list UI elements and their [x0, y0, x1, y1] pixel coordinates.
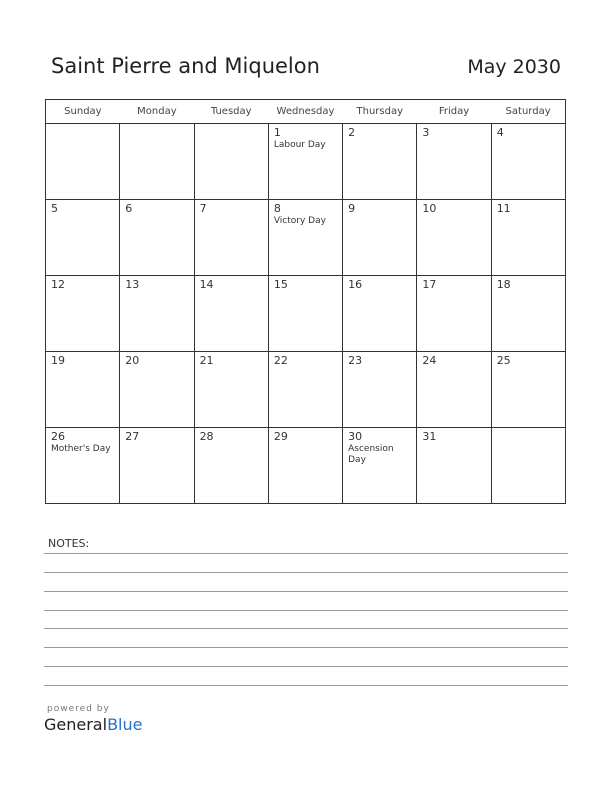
holiday-label: Ascension Day [348, 444, 394, 465]
week-row [46, 200, 566, 276]
notes-label: NOTES: [48, 537, 90, 550]
day-number: 30 [348, 430, 363, 443]
weekday-friday: Friday [417, 100, 491, 124]
day-number: 17 [422, 278, 437, 291]
day-cell[interactable] [120, 428, 194, 504]
day-number: 24 [422, 354, 437, 367]
week-row [46, 352, 566, 428]
week-row [46, 276, 566, 352]
weekday-thursday: Thursday [343, 100, 417, 124]
weekday-wednesday: Wednesday [268, 100, 342, 124]
day-cell[interactable] [343, 124, 417, 200]
day-number: 12 [51, 278, 65, 291]
day-number: 14 [199, 278, 214, 291]
day-number: 19 [51, 354, 65, 367]
day-cell[interactable] [194, 200, 268, 276]
day-cell[interactable] [120, 352, 194, 428]
day-cell[interactable] [46, 352, 120, 428]
day-cell[interactable] [343, 352, 417, 428]
day-cell[interactable] [194, 352, 268, 428]
day-cell[interactable] [491, 276, 565, 352]
notes-line [44, 591, 568, 592]
day-cell[interactable] [268, 200, 342, 276]
day-cell[interactable] [120, 200, 194, 276]
brand-wordmark [44, 715, 142, 734]
day-number: 20 [125, 354, 140, 367]
notes-line [44, 553, 568, 554]
day-number: 6 [125, 202, 133, 215]
day-number: 3 [422, 126, 430, 139]
day-number: 29 [273, 430, 288, 443]
holiday-label: Mother's Day [51, 444, 111, 454]
generalblue-logo[interactable] [44, 704, 142, 734]
day-cell[interactable] [417, 276, 491, 352]
day-cell[interactable] [417, 124, 491, 200]
day-cell[interactable] [417, 352, 491, 428]
notes-line [44, 666, 568, 667]
day-number: 2 [348, 126, 356, 139]
day-cell[interactable] [46, 276, 120, 352]
day-cell[interactable] [343, 200, 417, 276]
day-number: 23 [348, 354, 363, 367]
day-number: 28 [199, 430, 214, 443]
day-number: 1 [273, 126, 281, 139]
day-cell[interactable] [268, 428, 342, 504]
day-cell[interactable] [46, 200, 120, 276]
weekday-monday: Monday [120, 100, 194, 124]
powered-by-text: powered by [47, 704, 110, 714]
day-number: 18 [496, 278, 511, 291]
notes-line [44, 610, 568, 611]
day-number: 5 [51, 202, 58, 215]
day-number: 9 [348, 202, 356, 215]
weekday-saturday: Saturday [491, 100, 565, 124]
day-cell[interactable] [46, 428, 120, 504]
day-cell[interactable] [343, 428, 417, 504]
day-number: 15 [273, 278, 288, 291]
calendar-grid [45, 99, 566, 504]
notes-line [44, 572, 568, 573]
day-cell[interactable] [268, 276, 342, 352]
day-number: 26 [51, 430, 65, 443]
brand-blue: Blue [107, 715, 143, 734]
weekday-tuesday: Tuesday [194, 100, 268, 124]
notes-line [44, 685, 568, 686]
day-cell[interactable] [343, 276, 417, 352]
day-number: 16 [348, 278, 363, 291]
day-cell[interactable] [194, 428, 268, 504]
weekday-sunday: Sunday [46, 100, 120, 124]
day-cell[interactable] [268, 124, 342, 200]
day-cell[interactable] [417, 428, 491, 504]
brand-general: General [44, 715, 108, 734]
day-number: 7 [199, 202, 207, 215]
day-number: 8 [273, 202, 281, 215]
day-cell[interactable] [268, 352, 342, 428]
weekday-header-row [46, 100, 566, 124]
week-row [46, 124, 566, 200]
day-cell[interactable] [194, 276, 268, 352]
notes-line [44, 647, 568, 648]
empty-day-cell [120, 124, 194, 200]
day-number: 21 [199, 354, 214, 367]
day-number: 11 [496, 202, 511, 215]
day-cell[interactable] [491, 124, 565, 200]
day-cell[interactable] [120, 276, 194, 352]
notes-line [44, 628, 568, 629]
calendar-month: May 2030 [467, 56, 561, 78]
day-cell[interactable] [491, 200, 565, 276]
day-number: 22 [273, 354, 288, 367]
empty-day-cell [491, 428, 565, 504]
holiday-label: Labour Day [273, 140, 326, 150]
day-number: 31 [422, 430, 437, 443]
empty-day-cell [46, 124, 120, 200]
holiday-label: Victory Day [273, 216, 326, 226]
empty-day-cell [194, 124, 268, 200]
day-number: 10 [422, 202, 437, 215]
day-cell[interactable] [491, 352, 565, 428]
calendar-title: Saint Pierre and Miquelon [51, 54, 320, 78]
day-number: 27 [125, 430, 140, 443]
day-number: 13 [125, 278, 140, 291]
day-cell[interactable] [417, 200, 491, 276]
day-number: 25 [496, 354, 511, 367]
week-row [46, 428, 566, 504]
day-number: 4 [496, 126, 504, 139]
